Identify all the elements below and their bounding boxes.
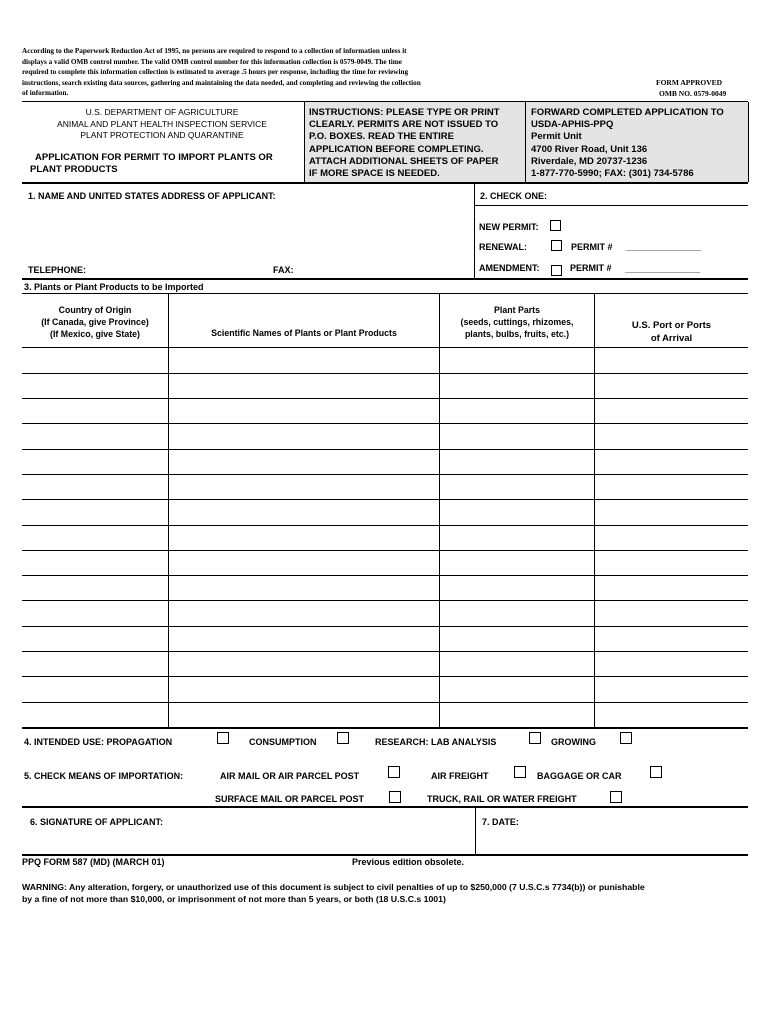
header-line: (If Mexico, give State): [50, 329, 140, 339]
new-permit-label: NEW PERMIT:: [479, 222, 539, 232]
instructions-line: APPLICATION BEFORE COMPLETING.: [309, 143, 484, 155]
header-line: of Arrival: [650, 333, 693, 344]
renewal-checkbox[interactable]: [551, 240, 562, 251]
forward-line: 4700 River Road, Unit 136: [531, 143, 648, 155]
notice-line: instructions, search existing data sources, gathering and maintaining the data needed, and completing and reviewing the collection: [22, 78, 421, 87]
forward-address: [531, 107, 724, 180]
air-freight-checkbox[interactable]: [514, 766, 526, 778]
table-row-line: [22, 474, 748, 475]
renewal-permit-field[interactable]: _______________: [626, 242, 702, 252]
table-row-line: [22, 423, 748, 424]
forward-line: FORWARD COMPLETED APPLICATION TO: [531, 107, 724, 118]
new-permit-checkbox[interactable]: [550, 220, 561, 231]
divider: [22, 293, 748, 294]
divider: [475, 807, 476, 854]
divider: [22, 806, 748, 808]
section5-label: 5. CHECK MEANS OF IMPORTATION:: [24, 771, 184, 781]
divider: [22, 727, 748, 729]
header-parts: [441, 304, 593, 340]
amendment-permit-label: PERMIT #: [570, 263, 612, 273]
table-row-line: [22, 626, 748, 627]
surface-mail-checkbox[interactable]: [389, 791, 401, 803]
surface-mail-label: SURFACE MAIL OR PARCEL POST: [215, 794, 365, 804]
notice-line: required to complete this information collection is estimated to average .5 hours per response, including the time for reviewing: [22, 68, 409, 76]
table-row-line: [22, 347, 748, 348]
table-row-line: [22, 575, 748, 576]
forward-line: 1-877-770-5990; FAX: (301) 734-5786: [531, 168, 694, 180]
table-row-line: [22, 398, 748, 399]
header-line: plants, bulbs, fruits, etc.): [464, 329, 570, 339]
notice-line: of information.: [22, 89, 69, 97]
divider: [748, 102, 749, 182]
form-id: PPQ FORM 587 (MD) (MARCH 01): [22, 857, 165, 867]
divider: [525, 102, 526, 182]
title-line: PLANT PRODUCTS: [30, 164, 118, 175]
instructions-line: ATTACH ADDITIONAL SHEETS OF PAPER: [309, 155, 499, 167]
consumption-checkbox[interactable]: [337, 732, 349, 744]
truck-checkbox[interactable]: [610, 791, 622, 803]
divider: [22, 182, 748, 184]
header-country: [24, 304, 166, 340]
growing-label: GROWING: [551, 737, 596, 747]
title-line: APPLICATION FOR PERMIT TO IMPORT PLANTS OR: [35, 152, 273, 163]
consumption-label: CONSUMPTION: [249, 737, 317, 747]
notice-line: displays a valid OMB control number. The valid OMB control number for this information collection is 0579-0049. The time: [22, 57, 402, 66]
baggage-checkbox[interactable]: [650, 766, 662, 778]
omb-number: OMB NO. 0579-0049: [659, 89, 727, 98]
header-line: Country of Origin: [58, 305, 132, 315]
forward-line: USDA-APHIS-PPQ: [531, 119, 614, 131]
table-row-line: [22, 449, 748, 450]
header-scientific: Scientific Names of Plants or Plant Products: [211, 328, 397, 338]
section4-label: 4. INTENDED USE: PROPAGATION: [24, 737, 173, 747]
renewal-label: RENEWAL:: [479, 242, 527, 252]
forward-line: Riverdale, MD 20737-1236: [531, 155, 648, 167]
instructions-line: INSTRUCTIONS: PLEASE TYPE OR PRINT: [309, 107, 500, 118]
section1-label[interactable]: 1. NAME AND UNITED STATES ADDRESS OF APPLICANT:: [28, 191, 276, 201]
telephone-label[interactable]: TELEPHONE:: [28, 265, 87, 275]
research-label: RESEARCH: LAB ANALYSIS: [375, 737, 497, 747]
instructions: [309, 107, 500, 180]
forward-line: Permit Unit: [531, 131, 582, 143]
notice-line: According to the Paperwork Reduction Act of 1995, no persons are required to respond to a collection of information unless it: [22, 47, 407, 55]
table-row-line: [22, 373, 748, 374]
paperwork-notice: [22, 46, 522, 99]
air-mail-checkbox[interactable]: [388, 766, 400, 778]
column-divider: [439, 294, 440, 727]
date-label[interactable]: 7. DATE:: [482, 817, 519, 827]
header-line: U.S. Port or Ports: [631, 320, 712, 331]
agency-line: U.S. DEPARTMENT OF AGRICULTURE: [85, 107, 239, 117]
air-mail-label: AIR MAIL OR AIR PARCEL POST: [220, 771, 360, 781]
form-approved: FORM APPROVED: [656, 78, 723, 87]
section2-label: 2. CHECK ONE:: [480, 191, 548, 201]
instructions-line: IF MORE SPACE IS NEEDED.: [309, 168, 440, 180]
divider: [474, 184, 475, 278]
divider: [475, 205, 748, 206]
table-row-line: [22, 525, 748, 526]
form-title: [30, 152, 273, 176]
research-checkbox[interactable]: [529, 732, 541, 744]
divider: [22, 854, 748, 856]
header-line: (If Canada, give Province): [41, 317, 149, 327]
instructions-line: P.O. BOXES. READ THE ENTIRE: [309, 131, 454, 143]
divider: [22, 278, 748, 280]
table-row-line: [22, 550, 748, 551]
header-line: (seeds, cuttings, rhizomes,: [460, 317, 574, 327]
warning-line: WARNING: Any alteration, forgery, or unauthorized use of this document is subject to civil penalties of up to $250,000 (7 U.S.C.s 7734(b)) or punishable: [22, 882, 645, 892]
agency-line: ANIMAL AND PLANT HEALTH INSPECTION SERVICE: [57, 118, 267, 129]
truck-label: TRUCK, RAIL OR WATER FREIGHT: [427, 794, 577, 804]
table-row-line: [22, 600, 748, 601]
amendment-checkbox[interactable]: [551, 265, 562, 276]
warning: [22, 881, 645, 905]
table-row-line: [22, 702, 748, 703]
signature-label[interactable]: 6. SIGNATURE OF APPLICANT:: [30, 817, 164, 827]
table-row-line: [22, 651, 748, 652]
air-freight-label: AIR FREIGHT: [431, 771, 489, 781]
instructions-line: CLEARLY. PERMITS ARE NOT ISSUED TO: [309, 119, 499, 131]
header-line: Plant Parts: [494, 305, 540, 315]
amendment-permit-field[interactable]: _______________: [625, 264, 701, 274]
warning-line: by a fine of not more than $10,000, or imprisonment of not more than 5 years, or both (18 U.S.C.s 1001): [22, 894, 446, 904]
renewal-permit-label: PERMIT #: [571, 242, 613, 252]
fax-label[interactable]: FAX:: [273, 265, 294, 275]
header-port: [595, 319, 748, 345]
table-row-line: [22, 676, 748, 677]
agency-line: PLANT PROTECTION AND QUARANTINE: [80, 130, 244, 140]
section3-label: 3. Plants or Plant Products to be Imported: [24, 282, 204, 292]
propagation-checkbox[interactable]: [217, 732, 229, 744]
table-row-line: [22, 499, 748, 500]
column-divider: [168, 294, 169, 727]
growing-checkbox[interactable]: [620, 732, 632, 744]
obsolete-note: Previous edition obsolete.: [352, 857, 465, 867]
amendment-label: AMENDMENT:: [479, 263, 540, 273]
baggage-label: BAGGAGE OR CAR: [537, 771, 622, 781]
column-divider: [594, 294, 595, 727]
agency-block: [22, 107, 302, 142]
divider: [304, 102, 305, 182]
